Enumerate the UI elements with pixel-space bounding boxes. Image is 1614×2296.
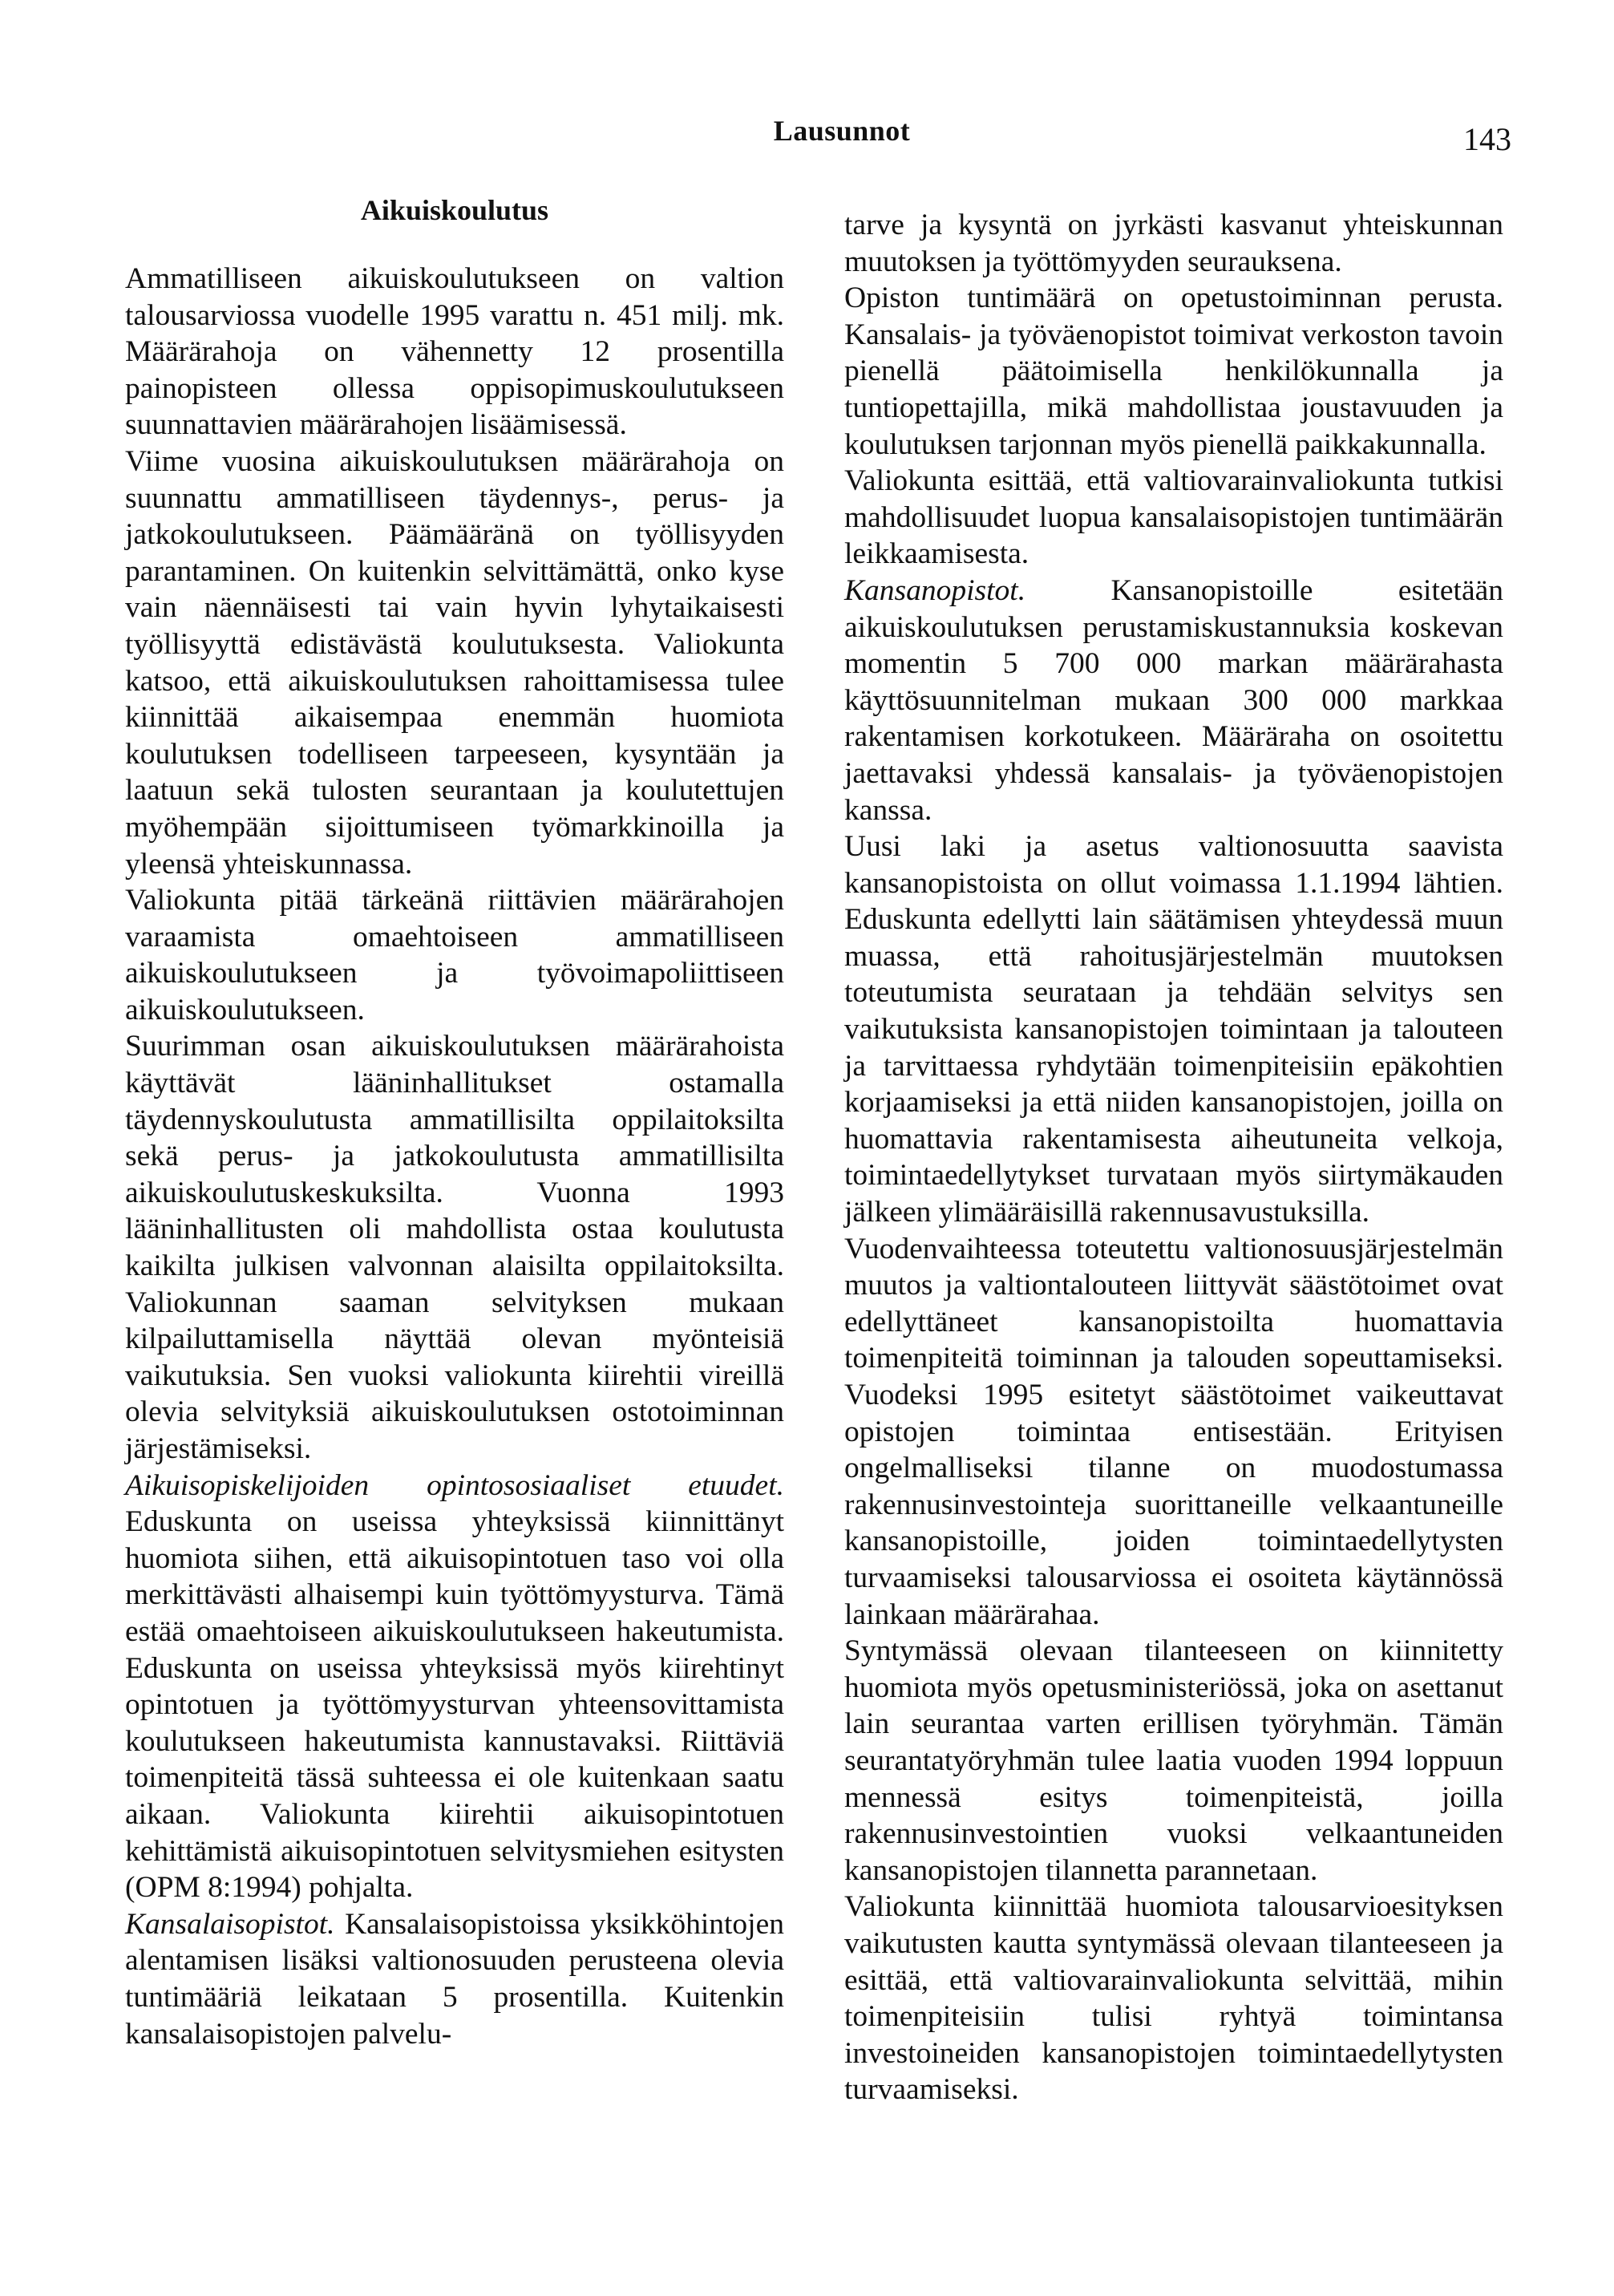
paragraph: Valiokunta esittää, että valtiovarainvaliokunta tutkisi mahdollisuudet luopua kansalaisopistojen tuntimäärän leikkaamisesta. [844, 464, 1503, 571]
paragraph: Valiokunta pitää tärkeänä riittävien määrärahojen varaamista omaehtoiseen ammatilliseen aikuiskoulutukseen ja työvoimapoliittiseen aikuiskoulutukseen. [125, 884, 784, 1027]
paragraph [844, 573, 1503, 828]
paragraph: tarve ja kysyntä on jyrkästi kasvanut yhteiskunnan muutoksen ja työttömyyden seurauksena. [844, 209, 1503, 278]
paragraph: Uusi laki ja asetus valtionosuutta saavista kansanopistoista on ollut voimassa 1.1.1994 lähtien. Eduskunta edellytti lain säätämisen yhteydessä muun muassa, että rahoitusjärjestelmän muutoksen toteutumista seurataan ja tehdään selvitys sen vaikutuksista kansanopistojen toimintaan ja talouteen ja tarvittaessa ryhdytään toimenpiteisiin epäkohtien korjaamiseksi ja että niiden kansanopistojen, joilla on huomattavia rakentamisesta aiheutuneita velkoja, toimintaedellytykset turvataan myös siirtymäkauden jälkeen ylimääräisillä rakennusavustuksilla. [844, 830, 1503, 1229]
running-head: Lausunnot [773, 115, 911, 147]
paragraph: Suurimman osan aikuiskoulutuksen määrärahoista käyttävät lääninhallitukset ostamalla täydennyskoulutusta ammatillisilta oppilaitoksilta sekä perus- ja jatkokoulutusta ammatillisilta aikuiskoulutuskeskuksilta. Vuonna 1993 lääninhallitusten oli mahdollista ostaa koulutusta kaikilta julkisen valvonnan alaisilta oppilaitoksilta. Valiokunnan saaman selvityksen mukaan kilpailuttamisella näyttää olevan myönteisiä vaikutuksia. Sen vuoksi valiokunta kiirehtii vireillä olevia selvityksiä aikuiskoulutuksen ostotoiminnan järjestämiseksi. [125, 1030, 784, 1465]
section-title: Aikuiskoulutus [360, 194, 549, 226]
paragraph-body: Kansalaisopistoissa yksikköhintojen alentamisen lisäksi valtionosuuden perusteena olevia tuntimääriä leikataan 5 prosentilla. Kuitenkin kansalaisopistojen palvelu- [125, 1907, 784, 2051]
paragraph: Viime vuosina aikuiskoulutuksen määrärahoja on suunnattu ammatilliseen täydennys-, perus- ja jatkokoulutukseen. Päämääränä on työllisyyden parantaminen. On kuitenkin selvittämättä, onko kyse vain näennäisesti tai vain hyvin lyhytaikaisesti työllisyyttä edistävästä koulutuksesta. Valiokunta katsoo, että aikuiskoulutuksen rahoittamisessa tulee kiinnittää aikaisempaa enemmän huomiota koulutuksen todelliseen tarpeeseen, kysyntään ja laatuun sekä tulosten seurantaan ja koulutettujen myöhempään sijoittumiseen työmarkkinoilla ja yleensä yhteiskunnassa. [125, 444, 784, 881]
paragraph: Syntymässä olevaan tilanteeseen on kiinnitetty huomiota myös opetusministeriössä, joka on asettanut lain seurantaa varten erillisen työryhmän. Tämän seurantatyöryhmän tulee laatia vuoden 1994 loppuun mennessä esitys toimenpiteistä, joilla rakennusinvestointien vuoksi velkaantuneiden kansanopistojen tilannetta parannetaan. [844, 1634, 1503, 1887]
paragraph-body: Eduskunta on useissa yhteyksissä kiinnittänyt huomiota siihen, että aikuisopintotuen taso voi olla merkittävästi alhaisempi kuin työttömyysturva. Tämä estää omaehtoiseen aikuiskoulutukseen hakeutumista. Eduskunta on useissa yhteyksissä myös kiirehtinyt opintotuen ja työttömyysturvan yhteensovittamista koulutukseen hakeutumista kannustavaksi. Riittäviä toimenpiteitä tässä suhteessa ei ole kuitenkaan saatu aikaan. Valiokunta kiirehtii aikuisopintotuen kehittämistä aikuisopintotuen selvitysmiehen esitysten (OPM 8:1994) pohjalta. [125, 1505, 784, 1905]
paragraph-lead: Kansalaisopistot. [125, 1907, 335, 1941]
paragraph-lead: Aikuisopiskelijoiden opintososiaaliset etuudet. [125, 1468, 784, 1502]
paragraph-body: Kansanopistoille esitetään aikuiskoulutuksen perustamiskustannuksia koskevan momentin 5 700 000 markan määrärahasta käyttösuunnitelman mukaan 300 000 markkaa rakentamisen korkotukeen. Määräraha on osoitettu jaettavaksi yhdessä kansalais- ja työväenopistojen kanssa. [844, 573, 1503, 827]
right-column [844, 207, 1503, 2108]
paragraph: Ammatilliseen aikuiskoulutukseen on valtion talousarviossa vuodelle 1995 varattu n. 451 milj. mk. Määrärahoja on vähennetty 12 prosentilla painopisteen ollessa oppisopimuskoulutukseen suunnattavien määrärahojen lisäämisessä. [125, 262, 784, 442]
paragraph: Opiston tuntimäärä on opetustoiminnan perusta. Kansalais- ja työväenopistot toimivat verkoston tavoin pienellä päätoimisella henkilökunnalla ja tuntiopettajilla, mikä mahdollistaa joustavuuden ja koulutuksen tarjonnan myös pienellä paikkakunnalla. [844, 281, 1503, 461]
paragraph: Vuodenvaihteessa toteutettu valtionosuusjärjestelmän muutos ja valtiontalouteen liittyvät säästötoimet ovat edellyttäneet kansanopistoilta huomattavia toimenpiteitä toiminnan ja talouden sopeuttamiseksi. Vuodeksi 1995 esitetyt säästötoimet vaikeuttavat opistojen toimintaa entisestään. Erityisen ongelmalliseksi tilanne on muodostumassa rakennusinvestointeja suorittaneille velkaantuneille kansanopistoille, joiden toimintaedellytysten turvaamiseksi talousarviossa ei osoiteta käytännössä lainkaan määrärahaa. [844, 1232, 1503, 1631]
paragraph-lead: Kansanopistot. [844, 573, 1026, 607]
paragraph [125, 1906, 784, 2052]
left-column [125, 192, 784, 2052]
paragraph: Valiokunta kiinnittää huomiota talousarvioesityksen vaikutusten kautta syntymässä olevaan tilanteeseen ja esittää, että valtiovarainvaliokunta selvittää, mihin toimenpiteisiin tulisi ryhtyä toimintansa investoineiden kansanopistojen toimintaedellytysten turvaamiseksi. [844, 1890, 1503, 2107]
page-number: 143 [1463, 121, 1511, 157]
paragraph [125, 1468, 784, 1906]
